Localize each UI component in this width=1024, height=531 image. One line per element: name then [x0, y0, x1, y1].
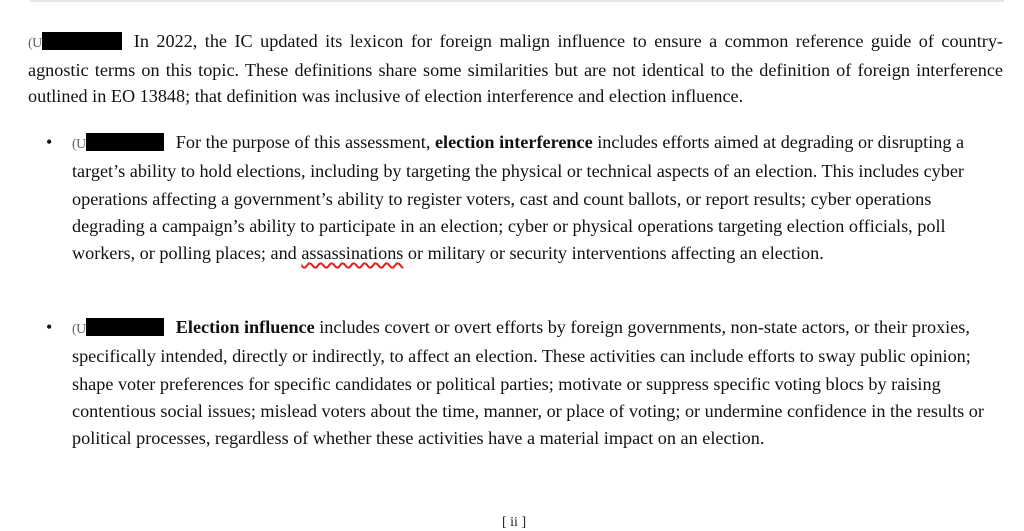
- redaction-block: [86, 318, 164, 336]
- top-divider: [30, 0, 1004, 2]
- intro-paragraph: [28, 28, 1003, 109]
- classification-marking: (U: [28, 36, 42, 51]
- bullet-icon: •: [46, 132, 53, 152]
- page-number: [ ii ]: [502, 515, 527, 530]
- bullet-body-text: includes efforts aimed at degrading or disrupting a target’s ability to hold elections, including by targeting the physical or technical aspects of an election. This includes cyber operations affecting a government’s ability to register voters, cast and count ballots, or report results; cyber operations degrading a campaign’s ability to participate in an election; cyber or physical operations targeting election officials, poll workers, or polling places; and: [72, 132, 965, 264]
- defined-term: Election influence: [175, 317, 315, 337]
- intro-text: In 2022, the IC updated its lexicon for foreign malign influence to ensure a common reference guide of country-agnostic terms on this topic. These definitions share some similarities but are not identical to the definition of foreign interference outlined in EO 13848; that definition was inclusive of election interference and election influence.: [28, 31, 1003, 106]
- bullet-lead-text: For the purpose of this assessment,: [175, 132, 435, 152]
- redaction-block: [86, 133, 164, 151]
- classification-marking: (U: [72, 137, 86, 152]
- redaction-block: [42, 32, 122, 50]
- list-item-election-influence: [46, 314, 994, 452]
- defined-term: election interference: [434, 132, 593, 152]
- bullet-body-text: includes covert or overt efforts by foreign governments, non-state actors, or their proxies, specifically intended, directly or indirectly, to affect an election. These activities can include efforts to sway public opinion; shape voter preferences for specific candidates or political parties; motivate or suppress specific voting blocs by raising contentious social issues; mislead voters about the time, manner, or place of voting; or undermine confidence in the results or political processes, regardless of whether these activities have a material impact on an election.: [72, 317, 984, 449]
- bullet-icon: •: [46, 317, 53, 337]
- classification-marking: (U: [72, 322, 86, 337]
- spellcheck-flagged-word[interactable]: assassinations: [301, 243, 404, 264]
- bullet-body-text-end: or military or security interventions affecting an election.: [403, 243, 824, 264]
- list-item-election-interference: [46, 129, 994, 267]
